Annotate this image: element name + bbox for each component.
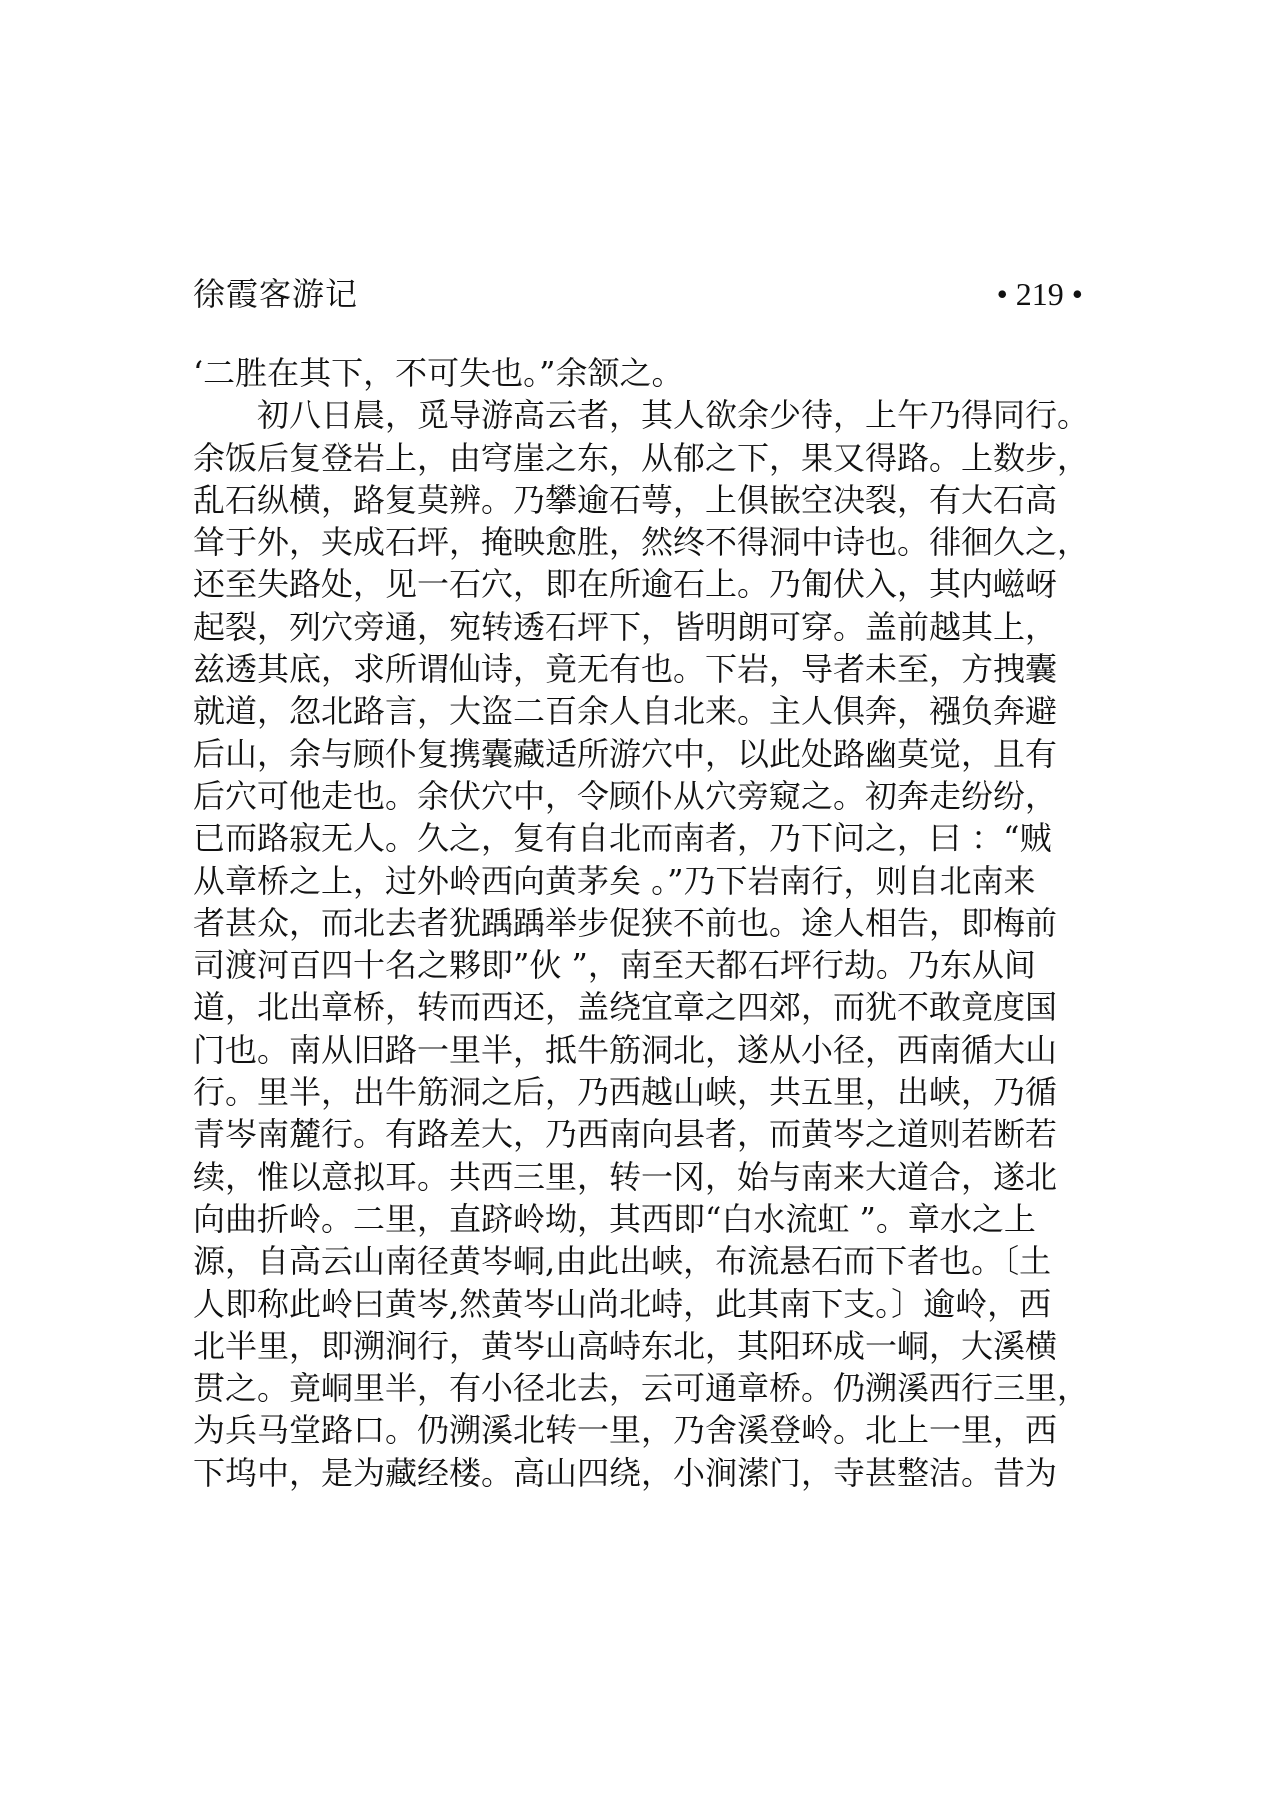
- text-line: 后山，余与顾仆复携囊藏适所游穴中，以此处路幽莫觉，且有: [193, 734, 1058, 773]
- running-title: 徐霞客游记: [193, 275, 359, 313]
- body-text: [193, 352, 1093, 1494]
- text-line: 行。里半，出牛筋洞之后，乃西越山峡，共五里，出峡，乃循: [193, 1073, 1058, 1112]
- page-header: [193, 270, 1083, 318]
- text-line: 乱石纵横，路复莫辨。乃攀逾石萼，上俱嵌空决裂，有大石高: [193, 480, 1058, 519]
- text-line: 就道，忽北路言，大盗二百余人自北来。主人俱奔，襁负奔避: [193, 692, 1058, 731]
- text-line: 续，惟以意拟耳。共西三里，转一冈，始与南来大道合，遂北: [193, 1157, 1058, 1196]
- text-line: 起裂，列穴旁通，宛转透石坪下，皆明朗可穿。盖前越其上，: [193, 607, 1058, 646]
- text-line: 贯之。竟峒里半，有小径北去，云可通章桥。仍溯溪西行三里，: [193, 1369, 1090, 1408]
- text-line: 向曲折岭。二里，直跻岭坳，其西即“白水流虹 ”。章水之上: [193, 1199, 1036, 1238]
- text-line: 已而路寂无人。久之，复有自北而南者，乃下问之，曰 ：“贼: [193, 819, 1052, 858]
- text-line: 门也。南从旧路一里半，抵牛筋洞北，遂从小径，西南循大山: [193, 1030, 1058, 1069]
- text-line: 耸于外，夹成石坪，掩映愈胜，然终不得洞中诗也。徘徊久之，: [193, 523, 1090, 562]
- page-number: • 219 •: [996, 276, 1083, 312]
- text-line: 兹透其底，求所谓仙诗，竟无有也。下岩，导者未至，方拽囊: [193, 650, 1058, 689]
- text-line: 者甚众，而北去者犹踽踽举步促狭不前也。途人相告，即梅前: [193, 903, 1058, 942]
- text-line: 人即称此岭曰黄岑,然黄岑山尚北峙，此其南下支。〕逾岭，西: [193, 1284, 1052, 1323]
- text-line: ‘二胜在其下，不可失也。”余颔之。: [193, 354, 684, 392]
- text-line: 下坞中，是为藏经楼。高山四绕，小涧潆门，寺甚整洁。昔为: [193, 1453, 1058, 1492]
- text-line: 初八日晨，觅导游高云者，其人欲余少待，上午乃得同行。: [193, 396, 1090, 435]
- text-line: 道，北出章桥，转而西还，盖绕宜章之四郊，而犹不敢竟度国: [193, 988, 1058, 1027]
- text-line: 北半里，即溯涧行，黄岑山高峙东北，其阳环成一峒，大溪横: [193, 1326, 1058, 1365]
- text-line: 从章桥之上，过外岭西向黄茅矣 。”乃下岩南行，则自北南来: [193, 861, 1036, 900]
- text-line: 源，自高云山南径黄岑峒,由此出峡，布流悬石而下者也。〔土: [193, 1242, 1052, 1281]
- text-line: 青岑南麓行。有路差大，乃西南向县者，而黄岑之道则若断若: [193, 1115, 1058, 1154]
- text-line: 后穴可他走也。余伏穴中，令顾仆从穴旁窥之。初奔走纷纷，: [193, 776, 1058, 815]
- text-line: 还至失路处，见一石穴，即在所逾石上。乃匍伏入，其内嵫岈: [193, 565, 1058, 604]
- text-line: 为兵马堂路口。仍溯溪北转一里，乃舍溪登岭。北上一里，西: [193, 1411, 1058, 1450]
- text-line: 余饭后复登岩上，由穹崖之东，从郁之下，果又得路。上数步，: [193, 438, 1090, 477]
- text-line: 司渡河百四十名之夥即”伙 ”，南至天都石坪行劫。乃东从间: [193, 946, 1036, 985]
